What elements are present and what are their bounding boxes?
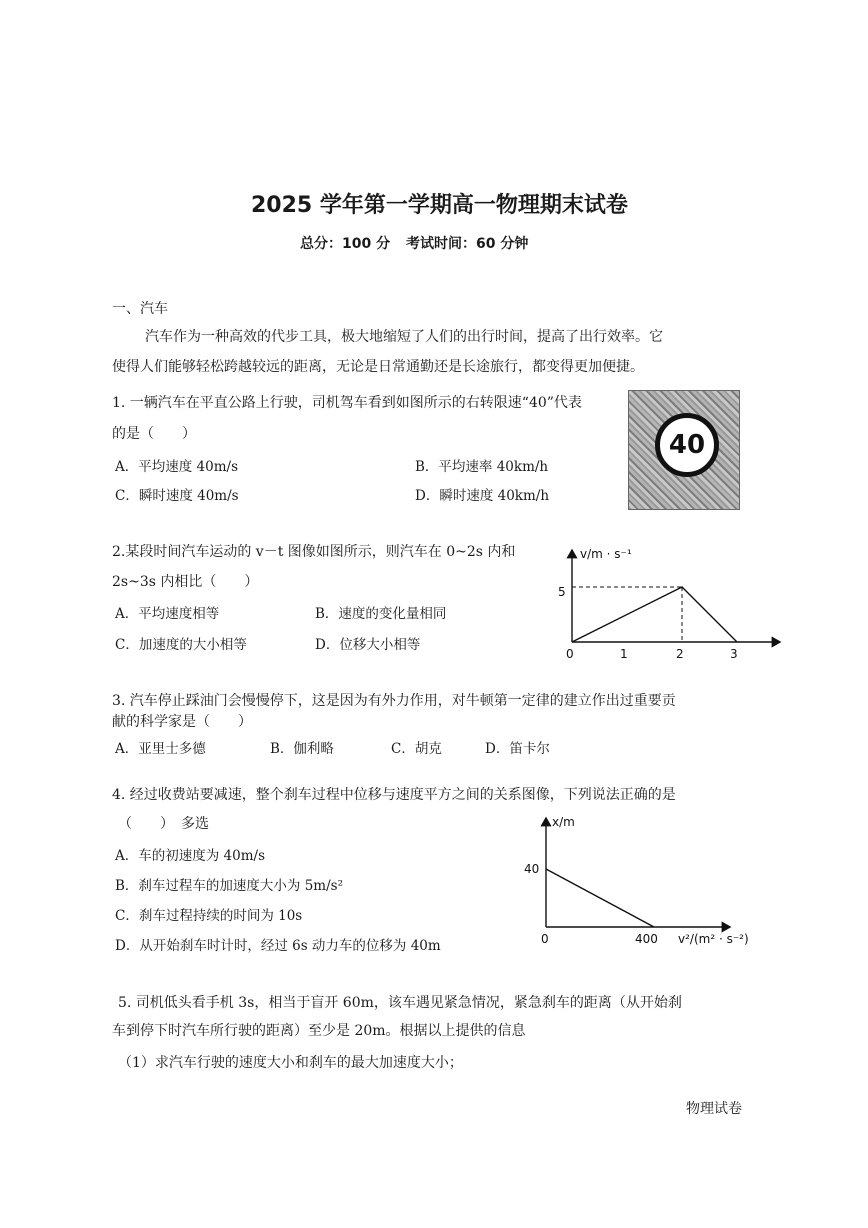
q2-option-b: B．速度的变化量相同 bbox=[315, 606, 447, 622]
q4-stem-line-1: 4. 经过收费站要减速，整个刹车过程中位移与速度平方之间的关系图像，下列说法正确的是 bbox=[112, 787, 676, 803]
x-v2-graph bbox=[520, 812, 760, 952]
xv-x-origin: 0 bbox=[541, 932, 549, 946]
total-score: 总分：100 分 bbox=[300, 236, 391, 252]
vt-graph bbox=[540, 538, 790, 668]
q5-stem-line-2: 车到停下时汽车所行驶的距离）至少是 20m。根据以上提供的信息 bbox=[112, 1023, 526, 1039]
q2-option-a: A．平均速度相等 bbox=[115, 606, 220, 622]
speed-limit-circle bbox=[655, 413, 719, 477]
xv-y-label: x/m bbox=[552, 815, 575, 829]
vt-x-tick-1: 1 bbox=[620, 647, 628, 661]
q2-option-d: D．位移大小相等 bbox=[315, 637, 421, 653]
xv-series-line bbox=[546, 869, 654, 927]
q1-option-a: A．平均速度 40m/s bbox=[115, 459, 238, 475]
q2-stem-line-2: 2s~3s 内相比（ ） bbox=[112, 574, 259, 590]
speed-limit-sign-photo bbox=[628, 390, 740, 510]
vt-y-tick: 5 bbox=[558, 585, 566, 599]
section-heading: 一、汽车 bbox=[112, 301, 168, 317]
q3-stem-line-2: 献的科学家是（ ） bbox=[112, 714, 252, 730]
intro-line-1: 汽车作为一种高效的代步工具，极大地缩短了人们的出行时间，提高了出行效率。它 bbox=[145, 329, 663, 345]
q4-option-a: A．车的初速度为 40m/s bbox=[115, 848, 265, 864]
q5-sub-question-1: （1）求汽车行驶的速度大小和刹车的最大加速度大小； bbox=[118, 1055, 463, 1071]
q1-stem-line-1: 1. 一辆汽车在平直公路上行驶，司机驾车看到如图所示的右转限速“40”代表 bbox=[112, 395, 582, 411]
page-title: 2025 学年第一学期高一物理期末试卷 bbox=[251, 193, 628, 218]
exam-time: 考试时间：60 分钟 bbox=[406, 236, 529, 252]
q4-stem-line-2: （ ） 多选 bbox=[118, 816, 209, 832]
q4-option-d: D．从开始刹车时计时，经过 6s 动力车的位移为 40m bbox=[115, 938, 441, 954]
vt-y-label: v/m · s⁻¹ bbox=[580, 547, 632, 561]
q4-option-c: C．刹车过程持续的时间为 10s bbox=[115, 908, 303, 924]
xv-y-tick: 40 bbox=[524, 862, 540, 876]
speed-limit-number: 40 bbox=[668, 430, 706, 460]
q1-option-c: C．瞬时速度 40m/s bbox=[115, 488, 239, 504]
q3-option-c: C．胡克 bbox=[391, 741, 442, 757]
q3-stem-line-1: 3. 汽车停止踩油门会慢慢停下，这是因为有外力作用，对牛顿第一定律的建立作出过重要贡 bbox=[112, 693, 676, 709]
xv-x-label: v²/(m² · s⁻²) bbox=[678, 932, 749, 946]
q2-stem-line-1: 2.某段时间汽车运动的 v－t 图像如图所示，则汽车在 0~2s 内和 bbox=[112, 544, 516, 560]
footer-label: 物理试卷 bbox=[686, 1101, 742, 1117]
vt-x-tick-3: 3 bbox=[730, 647, 738, 661]
q2-option-c: C．加速度的大小相等 bbox=[115, 637, 247, 653]
q5-stem-line-1: 5. 司机低头看手机 3s，相当于盲开 60m，该车遇见紧急情况，紧急刹车的距离（从开始刹 bbox=[118, 995, 682, 1011]
q3-option-b: B．伽利略 bbox=[270, 741, 334, 757]
intro-line-2: 使得人们能够轻松跨越较远的距离，无论是日常通勤还是长途旅行，都变得更加便捷。 bbox=[112, 359, 644, 375]
xv-x-tick: 400 bbox=[635, 932, 658, 946]
q1-stem-line-2: 的是（ ） bbox=[112, 426, 196, 442]
vt-x-tick-0: 0 bbox=[566, 647, 574, 661]
q3-option-d: D．笛卡尔 bbox=[485, 741, 550, 757]
q4-option-b: B．刹车过程车的加速度大小为 5m/s² bbox=[115, 878, 343, 894]
q1-option-d: D．瞬时速度 40km/h bbox=[415, 488, 550, 504]
vt-series-line bbox=[572, 587, 737, 642]
q1-option-b: B．平均速率 40km/h bbox=[415, 459, 549, 475]
vt-x-tick-2: 2 bbox=[676, 647, 684, 661]
q3-option-a: A．亚里士多德 bbox=[115, 741, 206, 757]
